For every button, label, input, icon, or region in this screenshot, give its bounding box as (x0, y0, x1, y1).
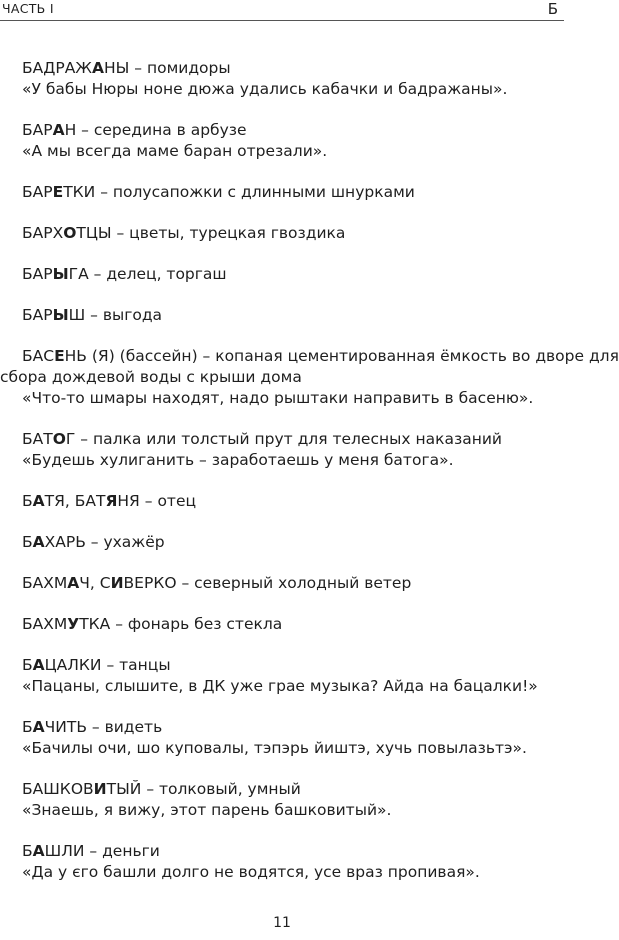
dictionary-entry (22, 532, 562, 553)
headword-part: ЧИТЬ (44, 718, 87, 736)
headword-part: НЬ (64, 347, 87, 365)
dictionary-entry (22, 182, 562, 203)
headword-part: ТЯ (44, 492, 65, 510)
stressed-letter: И (110, 574, 124, 592)
headword-part: Б (22, 718, 33, 736)
headword (22, 574, 177, 592)
headword (22, 265, 89, 283)
dictionary-entry (22, 264, 562, 285)
headword-part: Н (64, 121, 77, 139)
headword-part: ТКА (79, 615, 111, 633)
dictionary-entry (22, 717, 562, 759)
stressed-letter: А (32, 842, 45, 860)
headword-part: ГА (68, 265, 89, 283)
running-head (0, 0, 564, 22)
definition: – фонарь без стекла (110, 615, 283, 633)
dictionary-entry (22, 58, 562, 100)
dictionary-entry (22, 655, 562, 697)
headword-part: ТКИ (63, 183, 96, 201)
usage-example: «Знаешь, я вижу, этот парень башковитый». (22, 801, 392, 819)
headword-part: ТЫЙ (106, 780, 142, 798)
dictionary-entry (22, 841, 562, 883)
section-title: ЧАСТЬ I (2, 1, 54, 16)
headword-part: БАР (22, 265, 53, 283)
stressed-letter: И (93, 780, 107, 798)
dictionary-letter: Б (547, 0, 558, 18)
headword-part: С (99, 574, 111, 592)
definition: – палка или толстый прут для телесных наказаний (75, 430, 502, 448)
headword-part: БАШКОВ (22, 780, 94, 798)
headword-part: БАТ (22, 430, 53, 448)
entry-line (22, 655, 562, 676)
headword (22, 121, 76, 139)
headword (22, 615, 110, 633)
definition: – середина в арбузе (76, 121, 247, 139)
entry-line (22, 120, 562, 141)
stressed-letter: Я (105, 492, 118, 510)
headword-part: БАР (22, 306, 53, 324)
headword-separator: , (64, 492, 75, 510)
headword-part: БАХМ (22, 615, 68, 633)
definition: (Я) (бассейн) – копаная цементированная ёмкость во дворе для (86, 347, 619, 365)
stressed-letter: Е (54, 347, 65, 365)
dictionary-entry (22, 120, 562, 162)
entry-line (22, 717, 562, 738)
stressed-letter: О (63, 224, 77, 242)
headword-part: Ч (79, 574, 90, 592)
usage-example: «Будешь хулиганить – заработаешь у меня батога». (22, 451, 454, 469)
headword-part: ВЕРКО (123, 574, 177, 592)
entry-line (22, 223, 562, 244)
entry-line (22, 58, 562, 79)
headword (22, 656, 102, 674)
header-rule (0, 20, 564, 21)
headword-part: Б (22, 656, 33, 674)
entry-line (22, 532, 562, 553)
dictionary-entry (0, 346, 619, 409)
entry-line (22, 841, 562, 862)
headword (22, 306, 85, 324)
stressed-letter: А (52, 121, 65, 139)
headword-part: БАР (22, 121, 53, 139)
headword-part: Б (22, 842, 33, 860)
usage-example: «Да у єго башли долго не водятся, усе враз пропивая». (22, 863, 480, 881)
headword-part: БАХМ (22, 574, 68, 592)
definition: – отец (139, 492, 197, 510)
headword-part: ЦАЛКИ (44, 656, 102, 674)
definition: – делец, торгаш (88, 265, 227, 283)
usage-example: «Пацаны, слышите, в ДК уже грае музыка? Айда на бацалки!» (22, 677, 538, 695)
stressed-letter: А (92, 59, 104, 77)
entry-line (22, 264, 562, 285)
headword (22, 533, 86, 551)
headword-part: НЯ (117, 492, 140, 510)
dictionary-entry (22, 429, 562, 471)
definition: – толковый, умный (141, 780, 301, 798)
stressed-letter: А (32, 492, 45, 510)
stressed-letter: А (32, 718, 45, 736)
definition: – танцы (101, 656, 171, 674)
definition: – полусапожки с длинными шнурками (95, 183, 415, 201)
dictionary-entry (22, 491, 562, 512)
headword-part: Б (22, 492, 33, 510)
headword (22, 183, 95, 201)
headword-part: БАТ (74, 492, 106, 510)
headword-part: БАДРАЖ (22, 59, 92, 77)
headword-separator: , (89, 574, 100, 592)
headword-part: ШЛИ (44, 842, 85, 860)
stressed-letter: А (32, 656, 45, 674)
headword (22, 59, 129, 77)
stressed-letter: У (67, 615, 80, 633)
definition: – видеть (86, 718, 163, 736)
stressed-letter: Ы (52, 306, 69, 324)
usage-example: «Что-то шмары находят, надо рыштаки направить в басеню». (22, 389, 534, 407)
stressed-letter: А (32, 533, 45, 551)
dictionary-entry (22, 614, 562, 635)
headword-part: ХАРЬ (44, 533, 86, 551)
entry-line (22, 573, 562, 594)
headword-part: НЫ (104, 59, 130, 77)
headword (22, 224, 112, 242)
dictionary-entry (22, 223, 562, 244)
headword (22, 842, 84, 860)
entry-line (22, 429, 562, 450)
entry-line (22, 305, 562, 326)
entry-line (22, 346, 619, 367)
stressed-letter: О (52, 430, 66, 448)
headword-part: БАС (22, 347, 55, 365)
headword-part: Ш (68, 306, 86, 324)
stressed-letter: Е (52, 183, 64, 201)
headword (22, 718, 87, 736)
definition: – помидоры (129, 59, 231, 77)
entry-line (22, 182, 562, 203)
dictionary-entry (22, 305, 562, 326)
definition: – выгода (85, 306, 163, 324)
dictionary-entry (22, 779, 562, 821)
entry-line (22, 614, 562, 635)
headword-part: БАР (22, 183, 53, 201)
usage-example: «У бабы Нюры ноне дюжа удались кабачки и бадражаны». (22, 80, 508, 98)
headword-part: Г (65, 430, 76, 448)
entry-line (22, 491, 562, 512)
definition: – ухажёр (85, 533, 165, 551)
headword (22, 347, 87, 365)
definition: – северный холодный ветер (176, 574, 412, 592)
stressed-letter: Ы (52, 265, 69, 283)
definition: – деньги (84, 842, 160, 860)
definition-continuation: сбора дождевой воды с крыши дома (0, 368, 302, 386)
dictionary-entries (0, 58, 619, 903)
headword (22, 780, 141, 798)
stressed-letter: А (67, 574, 80, 592)
entry-line (22, 779, 562, 800)
headword-part: ТЦЫ (76, 224, 112, 242)
definition: – цветы, турецкая гвоздика (111, 224, 346, 242)
dictionary-entry (22, 573, 562, 594)
headword (22, 492, 140, 510)
headword-part: Б (22, 533, 33, 551)
page-number: 11 (273, 915, 291, 931)
usage-example: «А мы всегда маме баран отрезали». (22, 142, 328, 160)
headword (22, 430, 75, 448)
headword-part: БАРХ (22, 224, 64, 242)
usage-example: «Бачилы очи, шо куповалы, тэпэрь йиштэ, хучь повылазьтэ». (22, 739, 527, 757)
